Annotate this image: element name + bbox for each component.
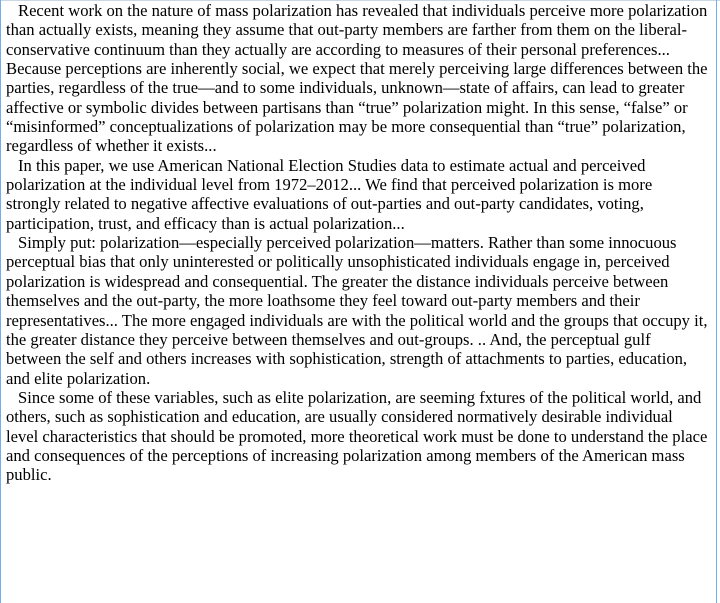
paragraph-4: Since some of these variables, such as elite polarization, are seeming fxtures of the political world, and others, such as sophistication and education, are usually considered normatively desirable individual level characteristics that should be promoted, more theoretical work must be done to understand the place and consequences of the perceptions of increasing polarization among members of the American mass public. (6, 387, 708, 485)
paragraph-1: Recent work on the nature of mass polarization has revealed that individuals perceive more polarization than actually exists, meaning they assume that out-party members are farther from them on the liberal-conservative continuum than they actually are according to measures of their personal preferences... Because perceptions are inherently social, we expect that merely perceiving large differences between the parties, regardless of the true—and to some individuals, unknown—state of affairs, can lead to greater affective or symbolic divides between partisans than “true” polarization might. In this sense, “false” or “misinformed” conceptualizations of polarization may be more consequential than “true” polarization, regardless of whether it exists... (6, 1, 708, 156)
paragraph-2: In this paper, we use American National Election Studies data to estimate actual and perceived polarization at the individual level from 1972–2012... We find that perceived polarization is more strongly related to negative affective evaluations of out-parties and out-party candidates, voting, participation, trust, and efficacy than is actual polarization... (6, 155, 653, 233)
right-border (716, 0, 717, 603)
paragraph-3: Simply put: polarization—especially perceived polarization—matters. Rather than some innocuous perceptual bias that only uninterested or politically unsophisticated individuals engage in, perceived polarization is widespread and consequential. The greater the distance individuals perceive between themselves and the out-party, the more loathsome they feel toward out-party members and their representatives... The more engaged individuals are with the political world and the groups that occupy it, the greater distance they perceive between themselves and out-groups. .. And, the perceptual gulf between the self and others increases with sophistication, strength of attachments to parties, education, and elite polarization. (6, 233, 708, 388)
